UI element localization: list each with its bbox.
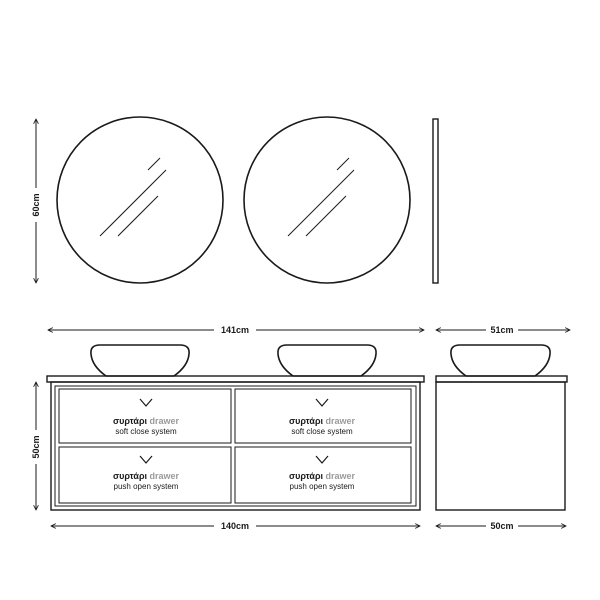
mirror-side-profile [433,119,438,283]
mirror-right [244,117,410,283]
side-countertop [436,376,567,382]
mirror-left [57,117,223,283]
chevron-down-icon [140,456,152,463]
basin-left [91,345,189,376]
cabinet-height-label: 50cm [31,435,41,459]
basin-right [278,345,376,376]
mirror-height-dimension [31,119,41,283]
mirror-height-label: 60cm [31,193,41,217]
chevron-down-icon [316,456,328,463]
drawer-title-4: συρτάρι drawer [288,471,356,481]
drawer-title-1: συρτάρι drawer [112,416,180,426]
drawer-system-2: soft close system [291,427,353,436]
side-depth-dimension [436,521,566,531]
basin-side [451,345,550,376]
side-vanity [436,345,567,510]
side-depth-label: 50cm [490,521,514,531]
chevron-down-icon [140,399,152,406]
chevron-down-icon [316,399,328,406]
side-top-depth-label: 51cm [490,325,514,335]
drawer-title-3: συρτάρι drawer [112,471,180,481]
front-vanity [47,345,424,510]
top-width-label: 141cm [220,325,250,335]
drawer-system-3: push open system [113,482,179,491]
drawer-system-1: soft close system [115,427,177,436]
side-top-depth-dimension [436,325,570,335]
drawer-title-2: συρτάρι drawer [288,416,356,426]
cabinet-height-dimension [31,382,41,510]
countertop [47,376,424,382]
cabinet-width-label: 140cm [220,521,250,531]
cabinet-width-dimension [51,521,420,531]
top-width-dimension [48,325,424,335]
drawer-system-4: push open system [289,482,355,491]
side-cabinet [436,382,565,510]
